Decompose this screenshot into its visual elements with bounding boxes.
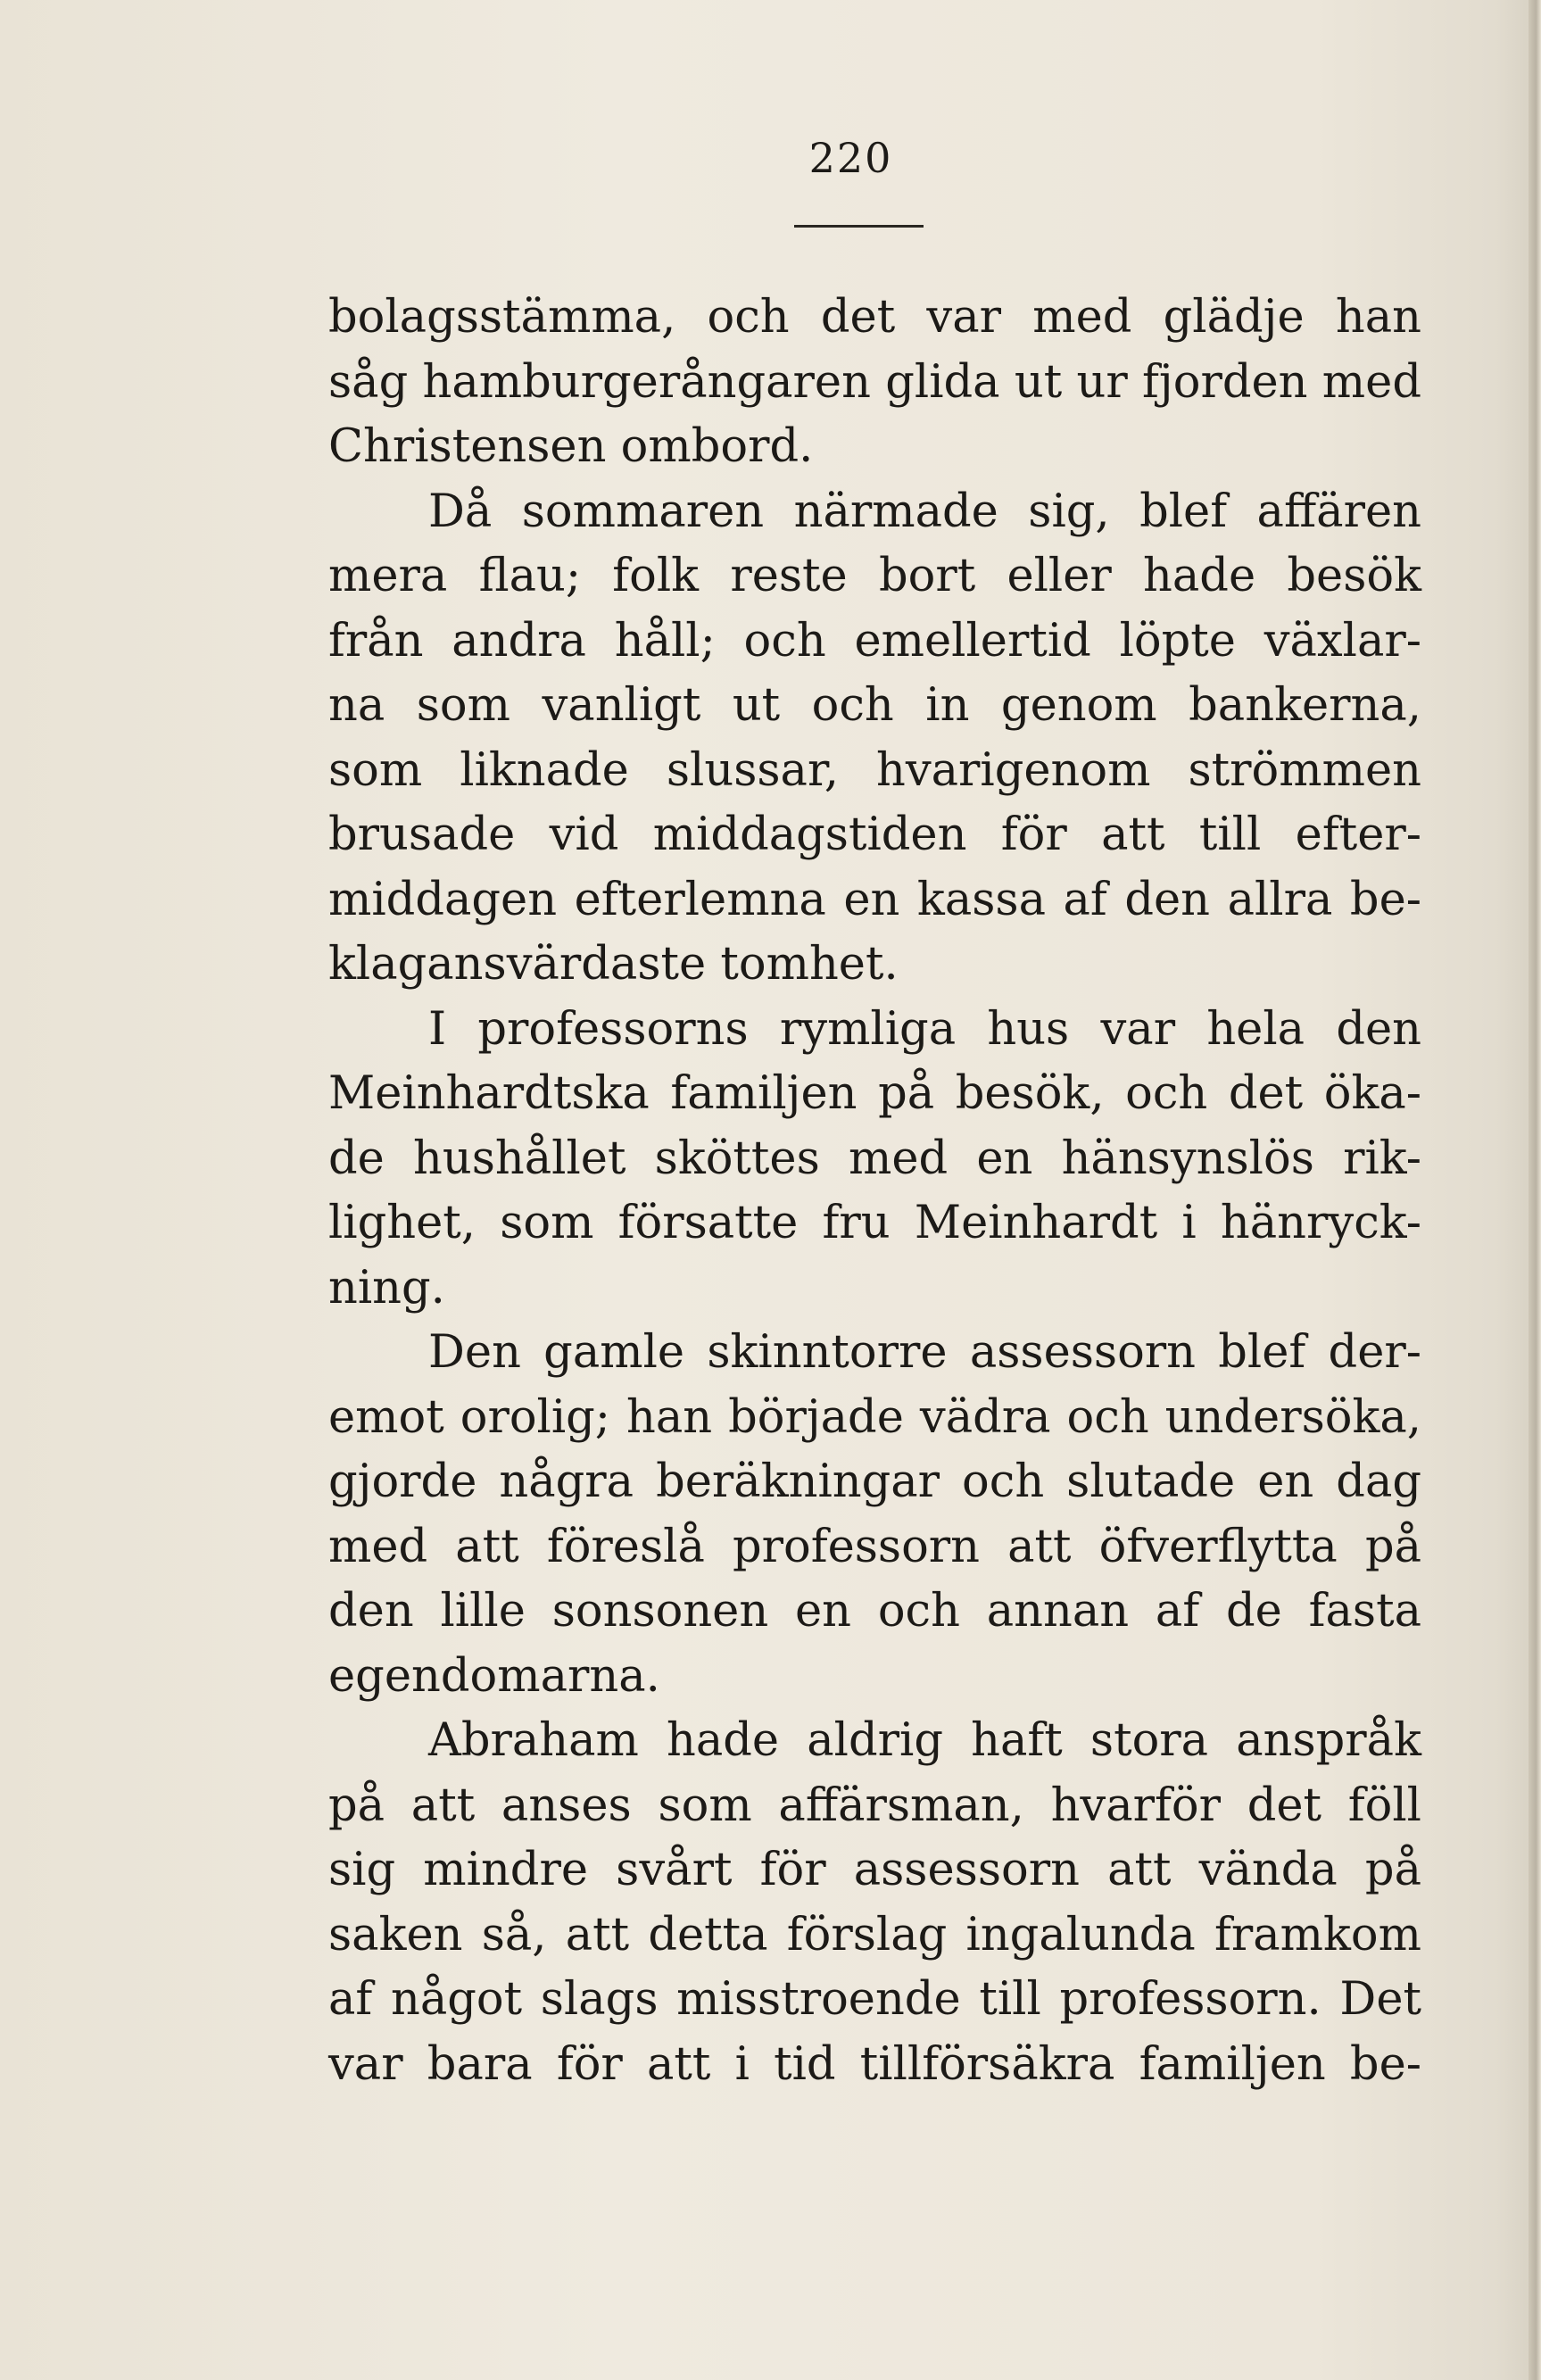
text-line: såg hamburgerångaren glida ut ur fjorden med (328, 355, 1421, 409)
header-rule (794, 225, 924, 228)
page-edge (1529, 0, 1541, 2380)
page-number: 220 (808, 134, 893, 182)
text-line: sig mindre svårt för assessorn att vända på (328, 1844, 1421, 1896)
text-line: brusade vid middagstiden för att till efter- (328, 809, 1421, 861)
text-line: Abraham hade aldrig haft stora anspråk (428, 1714, 1421, 1767)
text-line: lighet, som försatte fru Meinhardt i hänryck- (328, 1197, 1421, 1249)
text-line: Då sommaren närmade sig, blef affären (428, 485, 1421, 538)
text-line: emot orolig; han började vädra och undersöka, (328, 1390, 1421, 1444)
text-line: na som vanligt ut och in genom bankerna, (328, 679, 1421, 732)
body-text (328, 286, 1421, 2097)
text-line: med att föreslå professorn att öfverflytta på (328, 1520, 1421, 1573)
text-line: saken så, att detta förslag ingalunda framkom (328, 1908, 1421, 1961)
text-line: som liknade slussar, hvarigenom strömmen (328, 743, 1421, 797)
text-line: de hushållet sköttes med en hänsynslös rik- (328, 1132, 1421, 1185)
text-line: klagansvärdaste tomhet. (328, 938, 899, 991)
text-line: middagen efterlemna en kassa af den allra be- (328, 873, 1421, 926)
text-line: den lille sonsonen en och annan af de fasta (328, 1585, 1421, 1638)
text-line: I professorns rymliga hus var hela den (428, 1002, 1421, 1056)
text-line: från andra håll; och emellertid löpte växlar- (328, 614, 1421, 668)
text-line: egendomarna. (328, 1649, 660, 1703)
text-line: gjorde några beräkningar och slutade en dag (328, 1455, 1421, 1508)
text-line: bolagsstämma, och det var med glädje han (328, 291, 1421, 344)
text-line: Meinhardtska familjen på besök, och det öka- (328, 1067, 1421, 1120)
text-line: var bara för att i tid tillförsäkra familjen be- (328, 2037, 1421, 2091)
text-line: Christensen ombord. (328, 420, 814, 473)
text-line: mera flau; folk reste bort eller hade besök (328, 550, 1421, 602)
text-line: af något slags misstroende till professorn. Det (328, 1973, 1421, 2026)
text-line: på att anses som affärsman, hvarför det föll (328, 1779, 1421, 1832)
text-line: ning. (328, 1261, 445, 1314)
text-line: Den gamle skinntorre assessorn blef der- (428, 1326, 1421, 1379)
